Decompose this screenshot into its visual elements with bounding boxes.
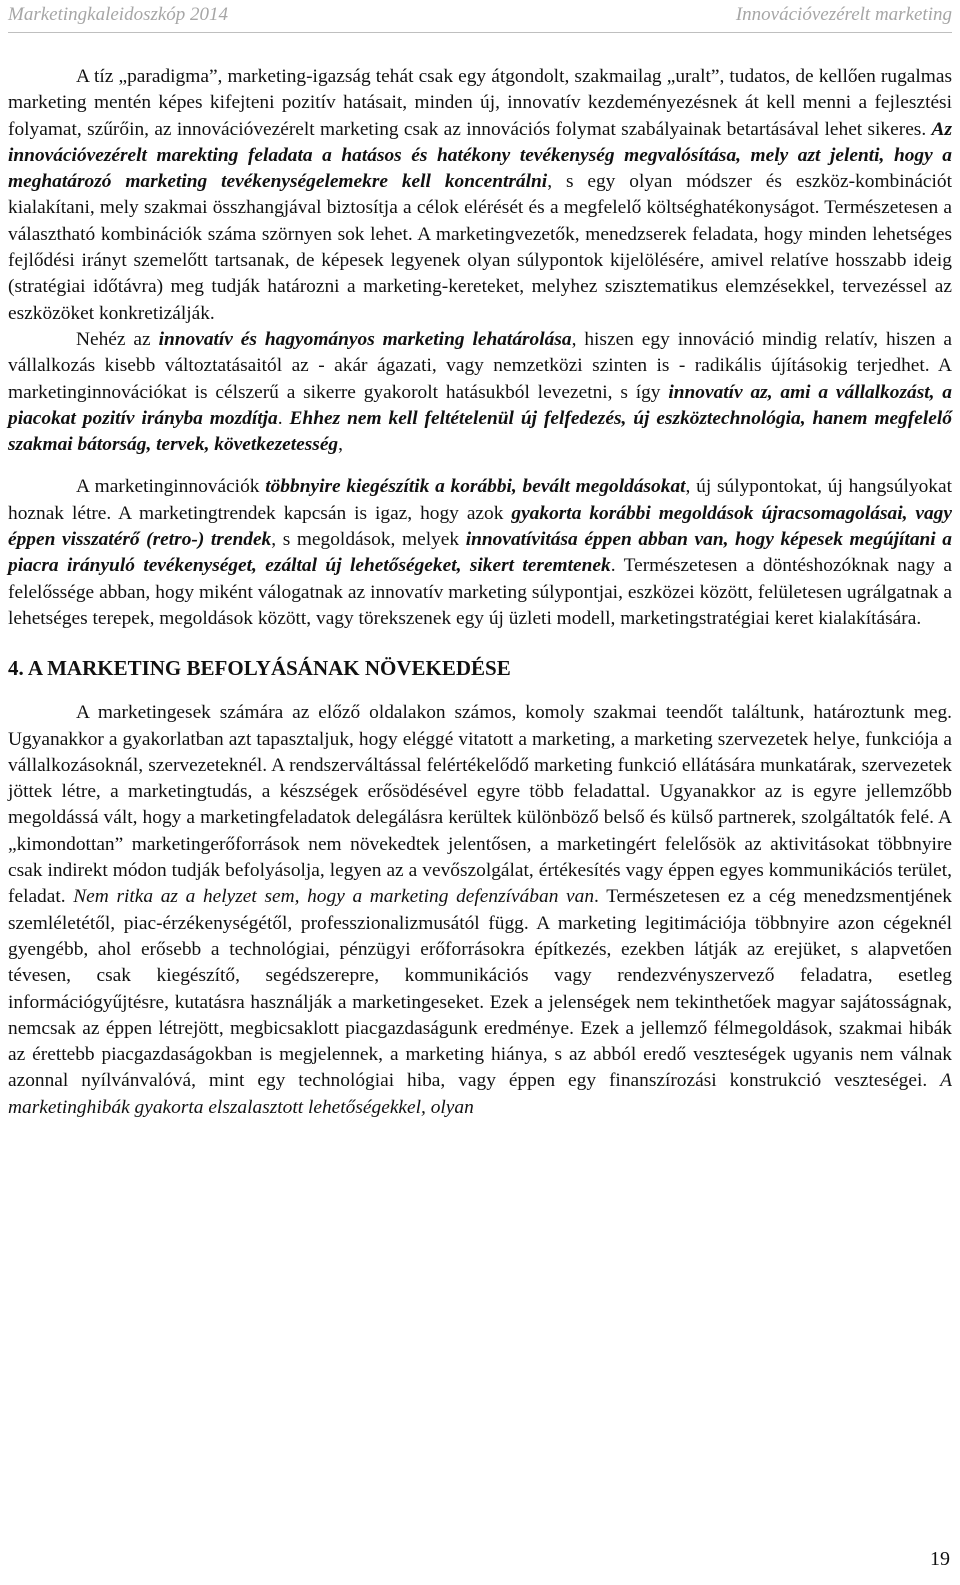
para2-text-4: ,	[338, 434, 343, 456]
para1-emphasis: Az innovációvezérelt marekting feladata a hatásos és hatékony tevékenység megvalósítása, mely azt jelenti, hogy a meghatározó marketing tevékenységelemekre kell koncentrálni	[8, 118, 952, 193]
paragraph-3	[8, 474, 952, 632]
running-header	[8, 4, 952, 32]
para3-text-1: A marketinginnovációk	[76, 476, 266, 498]
body-text	[8, 64, 952, 1121]
para2-text-2: , hiszen egy innováció mindig relatív, hiszen a vállalkozás kisebb változtatásaitól az - akár ágazati, vagy nemzetközi szinten is - radikális újításokig terjedhet. A marketinginnovációkat is célszerű a sikerre gyakorolt hatásukból levezetni, s így	[8, 328, 952, 403]
para4-italic-1: Nem ritka az a helyzet sem, hogy a marketing defenzívában van	[73, 886, 595, 908]
para3-emphasis-3: innovatívitása éppen abban van, hogy képesek megújítani a piacra irányuló tevékenységet, ezáltal új lehetőségeket, sikert teremtenek	[8, 529, 952, 577]
para3-text-4: . Természetesen a döntéshozóknak nagy a felelőssége abban, hogy miként válogatnak az innovatív marketing súlypontjai, eszközei között, felületesen ugrálgatnak a lehetséges terepek, megoldások között, vagy törekszenek egy új üzleti modell, marketingstratégiai keret kialakítására.	[8, 555, 952, 629]
para4-italic-2: A marketinghibák gyakorta elszalasztott lehetőségekkel, olyan	[8, 1070, 952, 1118]
header-journal-title: Marketingkaleidoszkóp 2014	[8, 4, 229, 25]
para2-emphasis-3: Ehhez nem kell feltételenül új felfedezés, új eszköztechnológia, hanem megfelelő szakmai bátorság, tervek, következetesség	[8, 407, 952, 456]
para3-text-3: , s megoldások, melyek	[271, 529, 466, 551]
page-number: 19	[930, 1548, 950, 1570]
para2-text-1: Nehéz az	[76, 328, 159, 350]
paragraph-4	[8, 700, 952, 1121]
para3-emphasis-1: többnyire kiegészítik a korábbi, bevált megoldásokat	[265, 476, 686, 498]
paragraph-1	[8, 64, 952, 327]
header-divider	[8, 32, 952, 33]
paragraph-2	[8, 327, 952, 458]
para4-text-1: A marketingesek számára az előző oldalakon számos, komoly szakmai teendőt találtunk, határoztunk meg. Ugyanakkor a gyakorlatban azt tapasztaljuk, hogy eléggé vitatott a marketing, a marketing szervezetek helye, funkciója a vállalkozásoknál, szervezeteknél. A rendszerváltással felértékelődő marketing funkció ellátására munkatárak, szervezetek jöttek létre, a marketingtudás, a készségek erősödésével egyre több feladattal. Ugyanakkor az is egyre jellemzőbb megoldássá vált, hogy a marketingfeladatok delegálásra kerültek különböző belső és külső partnerek, szolgáltatók felé. A „kimondottan” marketingerőforrások nem növekedtek jelentősen, a marketingért felelősök az aktivitásokat többnyire csak indirekt módon tudják befolyásolja, legyen az a vevőszolgálat, értékesítés vagy éppen egyes kommunikációs terület, feladat.	[8, 702, 952, 908]
para3-text-2: , új súlypontokat, új hangsúlyokat hoznak létre. A marketingtrendek kapcsán is igaz, hogy azok	[8, 476, 953, 524]
para1-text-2: , s egy olyan módszer és eszköz-kombinációt kialakítani, mely szakmai összhangjával biztosítja a célok elérését és a megfelelő költséghatékonyságot. Természetesen a választható kombinációk száma szörnyen sok lehet. A marketingvezetők, menedzserek feladata, hogy minden lehetséges fejlődési irányt szemelőtt tartsanak, de képesek legyenek olyan súlypontok kijelölésére, amivel relatíve hosszabb ideig (stratégiai időtávra) meg tudják határozni a marketing-kereteket, melyhez szisztematikus elemzésekkel, tervezéssel az eszközöket konkretizálják.	[8, 171, 953, 324]
para2-text-3: .	[277, 407, 290, 429]
para2-emphasis-2: innovatív az, ami a vállalkozást, a piacokat pozitív irányba mozdítja	[8, 381, 952, 429]
para4-text-2: . Természetesen ez a cég menedzsmentjének szemléletétől, piac-érzékenységétől, professzionalizmusától függ. A marketing legitimációja többnyire azon cégeknél gyengébb, ahol erősebb a technológiai, pénzügyi erőforrásokra építkezés, ezekben látják az erejüket, s alapvetően tévesen, csak kiegészítő, segédszerepre, kommunikációs vagy rendezvényszervező feladatra, esetleg információgyűjtésre, kutatásra használják a marketingeseket. Ezek a jelenségek nem tekinthetőek magyar sajátosságnak, nemcsak az éppen létrejött, megbicsaklott piacgazdaságunk eredménye. Ezek a jellemző félmegoldások, szakmai hibák az érettebb piacgazdaságokban is megjelennek, a marketing hiánya, s az abból eredő veszteségek ugyanis nem válnak azonnal nyílvánvalóvá, mint egy technológiai hiba, vagy éppen egy finanszírozási konstrukció veszteségei.	[8, 886, 952, 1092]
para2-emphasis-1: innovatív és hagyományos marketing lehatárolása	[158, 328, 572, 350]
header-article-title: Innovációvezérelt marketing	[735, 4, 952, 25]
para1-text-1: A tíz „paradigma”, marketing-igazság tehát csak egy átgondolt, szakmailag „uralt”, tudatos, de kellően rugalmas marketing mentén képes kifejteni pozitív hatásait, minden új, innovatív kezdeményezésnek át kell menni a fejlesztési folyamat, szűrőin, az innovációvezérelt marketing csak az innovációs folymat szabályainak betartásával lehet sikeres.	[8, 66, 952, 140]
para3-emphasis-2: gyakorta korábbi megoldások újracsomagolásai, vagy éppen visszatérő (retro-) trendek	[8, 502, 952, 551]
section-heading: 4. A MARKETING BEFOLYÁSÁNAK NÖVEKEDÉSE	[8, 656, 511, 681]
